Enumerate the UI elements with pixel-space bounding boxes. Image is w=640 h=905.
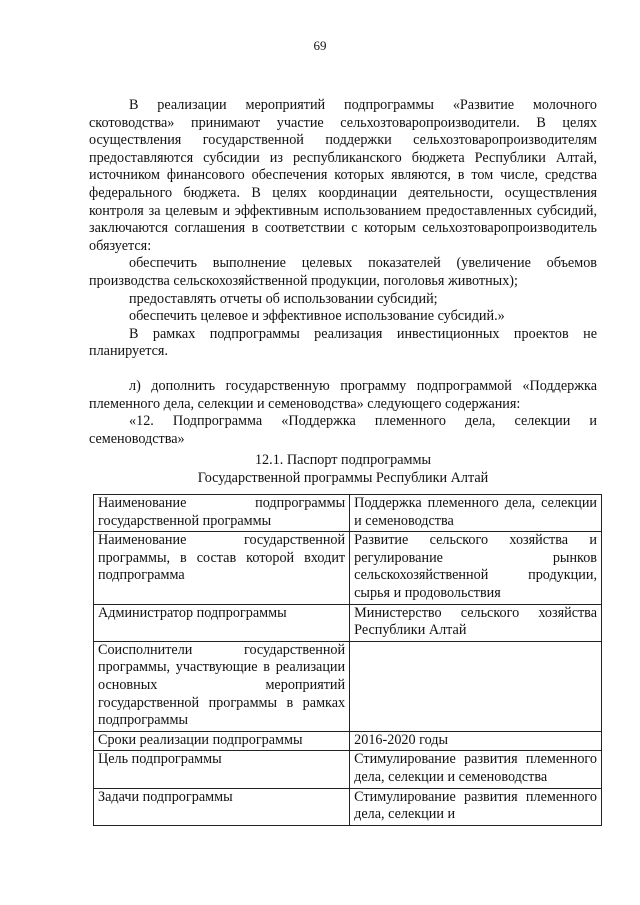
- paragraph-dairy-subprogram: В реализации мероприятий подпрограммы «Развитие молочного скотоводства» принимают участие сельхозтоваропроизводители. В целях осуществления государственной поддержки сельхозтоваропроизводителям предоставляются субсидии из республиканского бюджета Республики Алтай, источником финансового обеспечения которых являются, в том числе, средства федерального бюджета. В целях координации деятельности, осуществления контроля за целевым и эффективным использованием предоставленных субсидий, заключаются соглашения в соответствии с которым сельхозтоваропроизводитель обязуется:: [89, 97, 597, 254]
- row-value: Стимулирование развития племенного дела, селекции и: [350, 788, 602, 825]
- row-value: Поддержка племенного дела, селекции и семеноводства: [350, 495, 602, 532]
- table-row: [94, 641, 602, 731]
- row-label: Сроки реализации подпрограммы: [94, 731, 350, 751]
- passport-subheading: Государственной программы Республики Алтай: [197, 469, 489, 486]
- paragraph-gap: [89, 361, 597, 378]
- row-label: Наименование подпрограммы государственной программы: [94, 495, 350, 532]
- row-value: 2016-2020 годы: [350, 731, 602, 751]
- table-row: [94, 532, 602, 604]
- document-body: [89, 97, 597, 487]
- row-value: [350, 641, 602, 731]
- passport-heading: 12.1. Паспорт подпрограммы: [254, 452, 432, 469]
- page-number: 69: [313, 38, 327, 53]
- table-row: [94, 788, 602, 825]
- paragraph-obligation-reports: предоставлять отчеты об использовании субсидий;: [129, 290, 438, 307]
- table-row: [94, 604, 602, 641]
- paragraph-obligation-usage: обеспечить целевое и эффективное использование субсидий.»: [129, 308, 505, 325]
- row-value: Министерство сельского хозяйства Республики Алтай: [350, 604, 602, 641]
- table-row: [94, 751, 602, 788]
- row-value: Стимулирование развития племенного дела, селекции и семеноводства: [350, 751, 602, 788]
- row-label: Цель подпрограммы: [94, 751, 350, 788]
- passport-table: [93, 494, 602, 826]
- row-label: Администратор подпрограммы: [94, 604, 350, 641]
- paragraph-obligation-targets: обеспечить выполнение целевых показателей (увеличение объемов производства сельскохозяйственной продукции, поголовья животных);: [89, 255, 597, 289]
- paragraph-amendment: л) дополнить государственную программу подпрограммой «Поддержка племенного дела, селекции и семеноводства» следующего содержания:: [89, 377, 597, 412]
- row-label: Наименование государственной программы, в состав которой входит подпрограмма: [94, 532, 350, 604]
- paragraph-subprogram-title: «12. Подпрограмма «Поддержка племенного дела, селекции и семеноводства»: [89, 413, 597, 447]
- table-row: [94, 495, 602, 532]
- row-value: Развитие сельского хозяйства и регулирование рынков сельскохозяйственной продукции, сырья и продовольствия: [350, 532, 602, 604]
- row-label: Соисполнители государственной программы, участвующие в реализации основных мероприятий государственной программы в рамках подпрограммы: [94, 641, 350, 731]
- paragraph-no-investment: В рамках подпрограммы реализация инвестиционных проектов не планируется.: [89, 325, 597, 360]
- table-row: [94, 731, 602, 751]
- row-label: Задачи подпрограммы: [94, 788, 350, 825]
